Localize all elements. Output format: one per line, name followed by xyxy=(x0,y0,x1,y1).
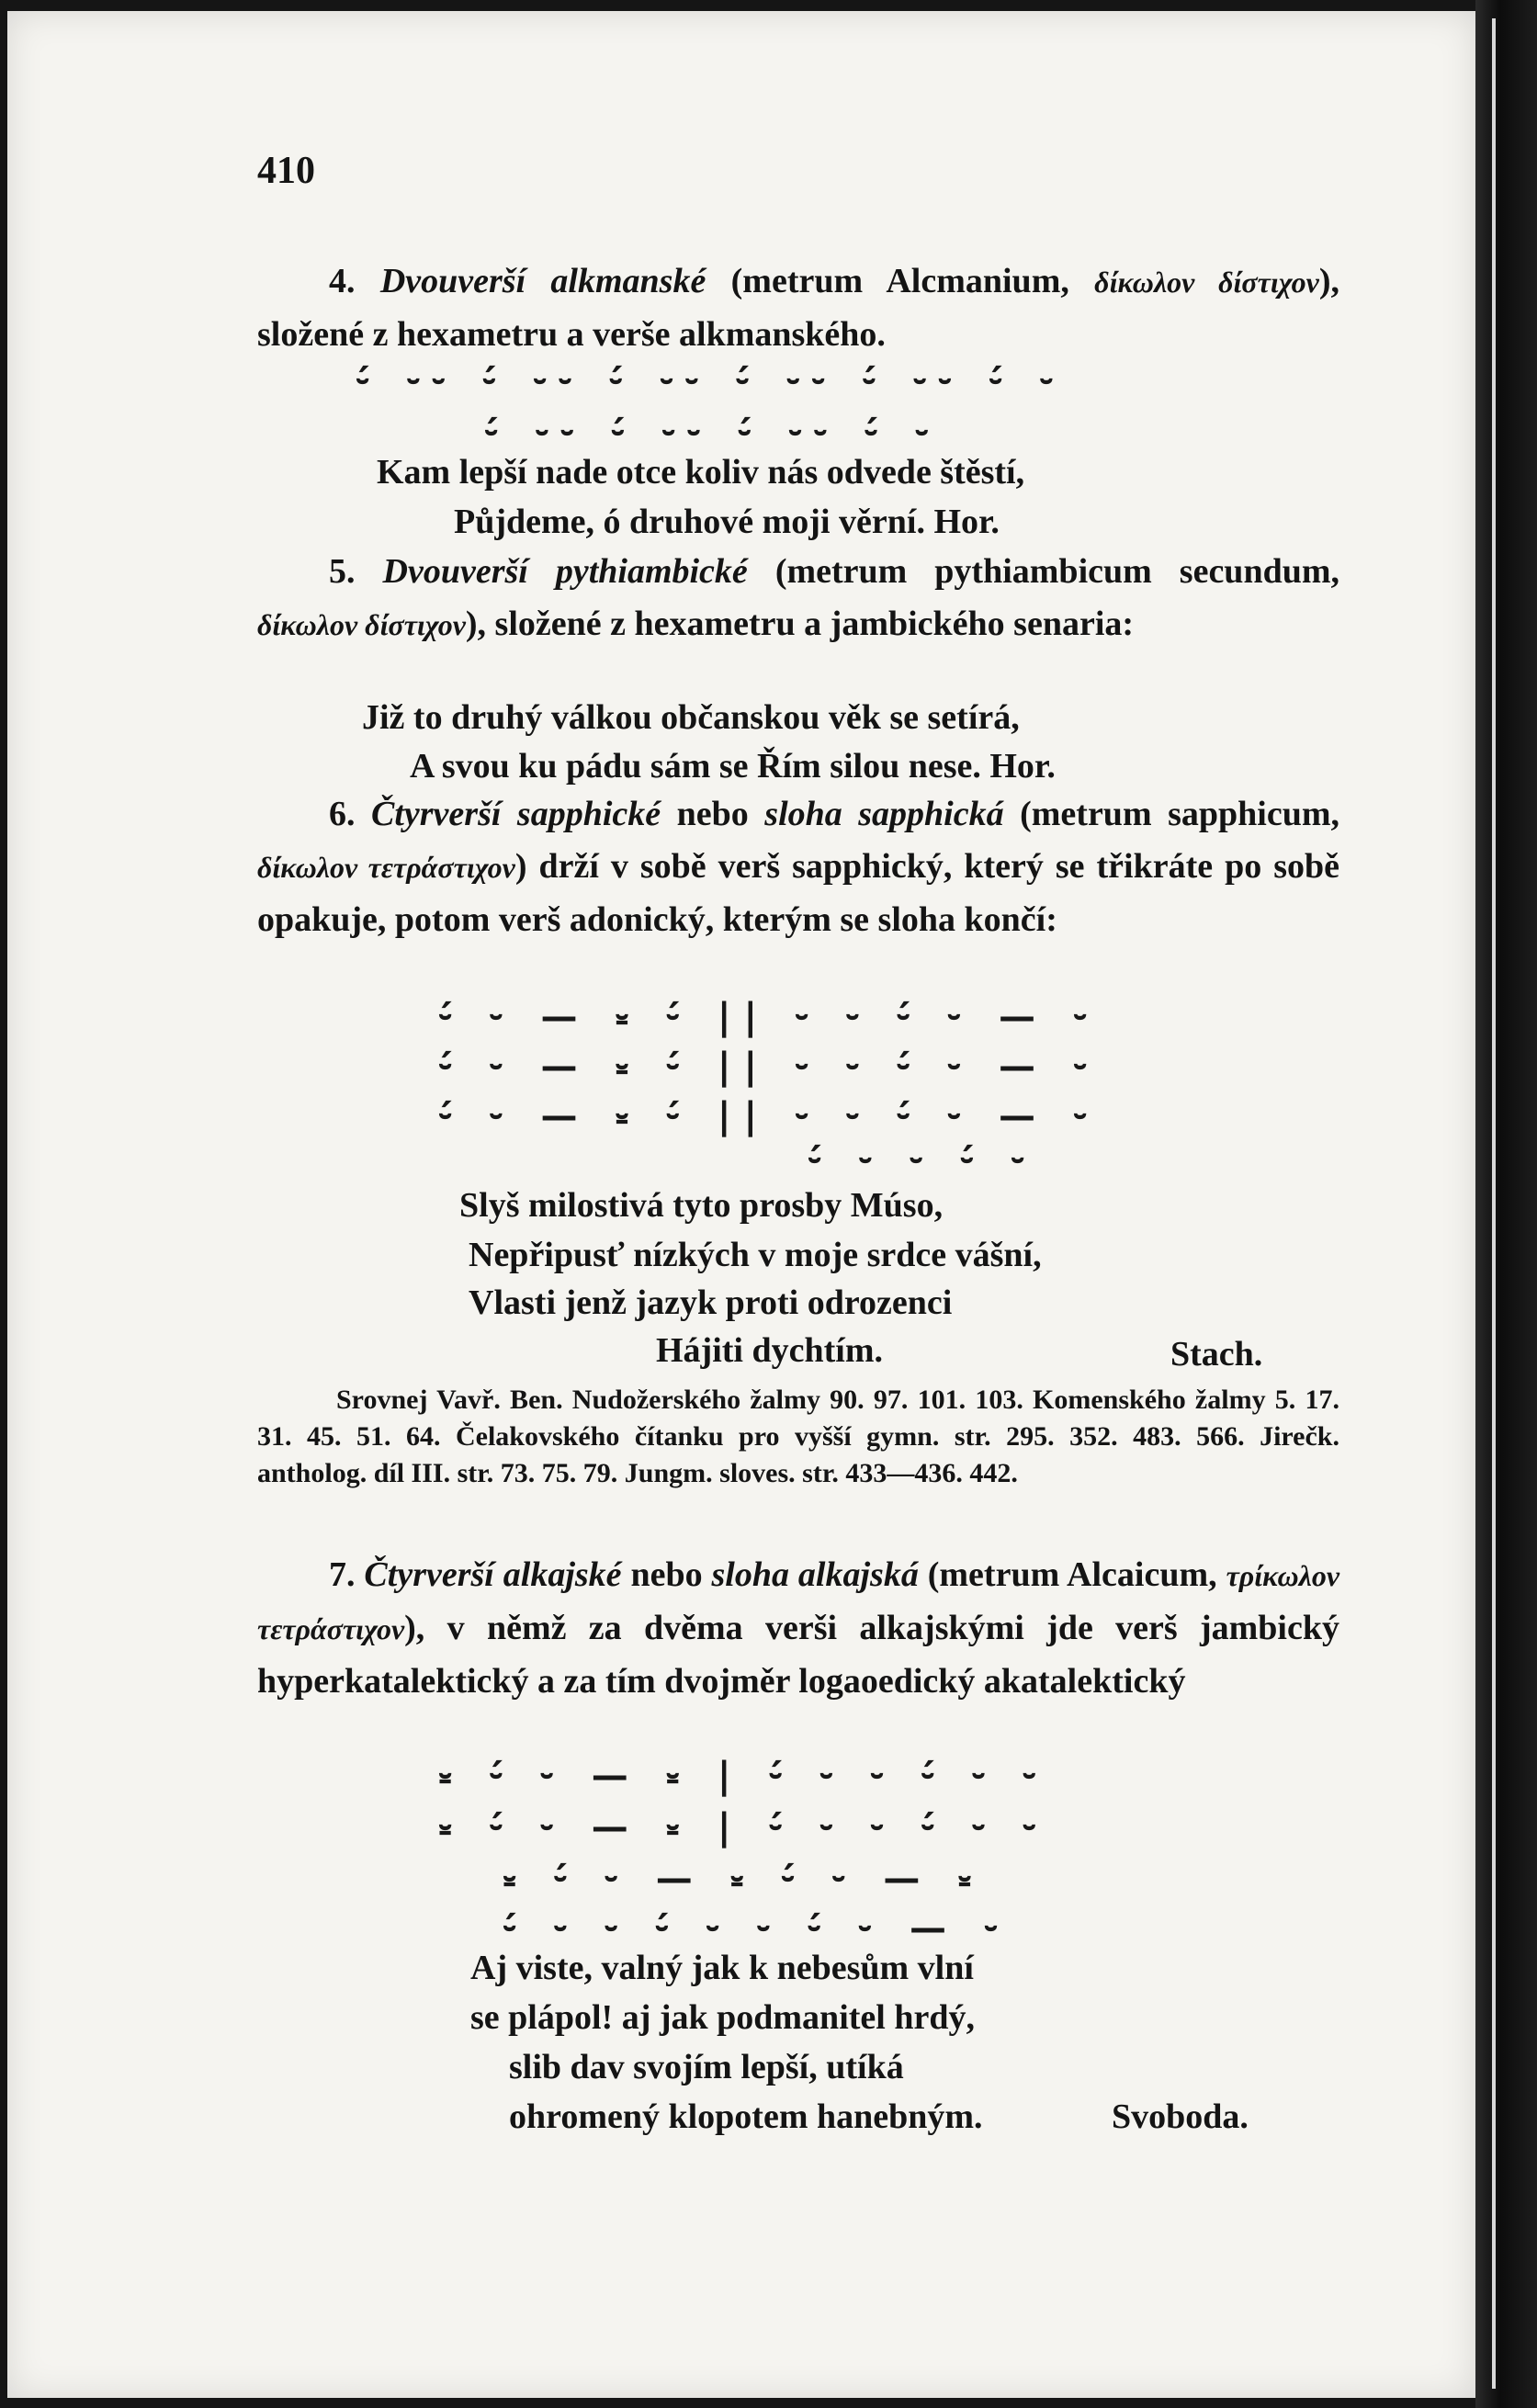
section-6-text1: nebo xyxy=(676,795,749,833)
section-5-verse-2: A svou ku pádu sám se Řím silou nese. Hor. xyxy=(410,747,1056,786)
section-6-verse-1: Slyš milostivá tyto prosby Múso, xyxy=(459,1186,944,1225)
section-4-verse-2: Půjdeme, ó druhové moji věrní. Hor. xyxy=(454,503,1000,541)
section-6-text3: ) drží v sobě verš sapphický, který se třikráte po sobě opakuje, potom verš adonický, kterým se sloha končí: xyxy=(257,847,1339,939)
section-6-note-text: Srovnej Vavř. Ben. Nudožerského žalmy 90. 97. 101. 103. Komenského žalmy 5. 17. 31. 45. 51. 64. Čelakovského čítanku pro vyšší gymn. str. 295. 352. 483. 566. Jirečk. antholog. díl III. str. 73. 75. 79. Jungm. sloves. str. 433—436. 442. xyxy=(257,1385,1339,1488)
section-6-verse-4: Hájiti dychtím. xyxy=(656,1331,883,1370)
section-7-text2: (metrum Alcaicum, xyxy=(927,1555,1217,1594)
section-6-number: 6. xyxy=(329,795,356,833)
section-7-meter-3: ⏓ ⏑́ ⏑ — ⏓ ⏑́ ⏑ — ⏓ xyxy=(503,1858,984,1900)
section-7-greek: τρίκωλον τετράστιχον xyxy=(257,1559,1340,1645)
section-6-text2: (metrum sapphicum, xyxy=(1020,795,1339,833)
section-7-title-2: sloha alkajská xyxy=(711,1555,919,1594)
section-4-meter-1: ⏑́ ⏑⏑ ⏑́ ⏑⏑ ⏑́ ⏑⏑ ⏑́ ⏑⏑ ⏑́ ⏑⏑ ⏑́ ⏑ xyxy=(356,360,1066,402)
section-6-meter-4: ⏑́ ⏑ ⏑ ⏑́ ⏑ xyxy=(808,1139,1037,1181)
section-6-title-1: Čtyrverší sapphické xyxy=(371,795,661,833)
section-6-greek: δίκωλον τετράστιχον xyxy=(257,851,515,884)
section-7-meter-1: ⏓ ⏑́ ⏑ — ⏓ | ⏑́ ⏑ ⏑ ⏑́ ⏑ ⏑ xyxy=(439,1755,1048,1797)
section-4-meter-2: ⏑́ ⏑⏑ ⏑́ ⏑⏑ ⏑́ ⏑⏑ ⏑́ ⏑ xyxy=(485,412,942,454)
page-number: 410 xyxy=(257,150,315,192)
section-5-number: 5. xyxy=(329,552,356,591)
section-6-intro xyxy=(257,788,1339,946)
section-6-meter-2: ⏑́ ⏑ — ⏓ ⏑́ || ⏑ ⏑ ⏑́ ⏑ — ⏑ xyxy=(439,1046,1100,1088)
section-7-title-1: Čtyrverší alkajské xyxy=(364,1555,622,1594)
section-5-intro xyxy=(257,546,1339,651)
section-5-text1: (metrum pythiambicum secundum, xyxy=(774,552,1339,591)
section-4-text2: ), složené z hexametru a verše alkmanského. xyxy=(257,262,1340,354)
section-7-verse-1: Aj viste, valný jak k nebesům vlní xyxy=(470,1949,974,1987)
edge-line xyxy=(1492,18,1496,2389)
section-6-author: Stach. xyxy=(1170,1335,1263,1374)
section-4-verse-1: Kam lepší nade otce koliv nás odvede štěstí, xyxy=(377,453,1025,492)
section-5-title: Dvouverší pythiambické xyxy=(382,552,748,591)
section-4-title: Dvouverší alkmanské xyxy=(379,262,706,300)
section-4-text1: (metrum Alcmanium, xyxy=(730,262,1069,300)
section-7-text3: ), v němž za dvěma verši alkajskými jde verš jambický hyperkatalektický a za tím dvojměr logaoedický akatalektický xyxy=(257,1609,1339,1701)
page-edge xyxy=(1475,0,1537,2408)
section-5-text2: ), složené z hexametru a jambického senaria: xyxy=(465,605,1135,643)
section-6-title-2: sloha sapphická xyxy=(764,795,1004,833)
section-7-verse-2: se plápol! aj jak podmanitel hrdý, xyxy=(470,1998,975,2037)
section-5-verse-1: Již to druhý válkou občanskou věk se setírá, xyxy=(362,698,1020,737)
section-4-number: 4. xyxy=(329,262,356,300)
section-7-verse-4: ohromený klopotem hanebným. xyxy=(509,2097,983,2136)
section-7-verse-3: slib dav svojím lepší, utíká xyxy=(509,2048,904,2086)
section-7-author: Svoboda. xyxy=(1112,2097,1249,2136)
section-6-verse-3: Vlasti jenž jazyk proti odrozenci xyxy=(469,1283,953,1322)
section-6-note xyxy=(257,1382,1339,1492)
section-7-text1: nebo xyxy=(630,1555,703,1594)
section-5-greek: δίκωλον δίστιχον xyxy=(257,608,466,641)
section-4-intro xyxy=(257,255,1339,361)
section-4-greek: δίκωλον δίστιχον xyxy=(1094,266,1319,299)
section-6-meter-3: ⏑́ ⏑ — ⏓ ⏑́ || ⏑ ⏑ ⏑́ ⏑ — ⏑ xyxy=(439,1095,1100,1137)
section-6-verse-2: Nepřipusť nízkých v moje srdce vášní, xyxy=(469,1236,1042,1274)
section-7-number: 7. xyxy=(329,1555,356,1594)
section-6-meter-1: ⏑́ ⏑ — ⏓ ⏑́ || ⏑ ⏑ ⏑́ ⏑ — ⏑ xyxy=(439,996,1100,1038)
section-7-intro xyxy=(257,1549,1339,1708)
section-7-meter-4: ⏑́ ⏑ ⏑ ⏑́ ⏑ ⏑ ⏑́ ⏑ — ⏑ xyxy=(503,1907,1011,1950)
section-7-meter-2: ⏓ ⏑́ ⏑ — ⏓ | ⏑́ ⏑ ⏑ ⏑́ ⏑ ⏑ xyxy=(439,1806,1048,1848)
